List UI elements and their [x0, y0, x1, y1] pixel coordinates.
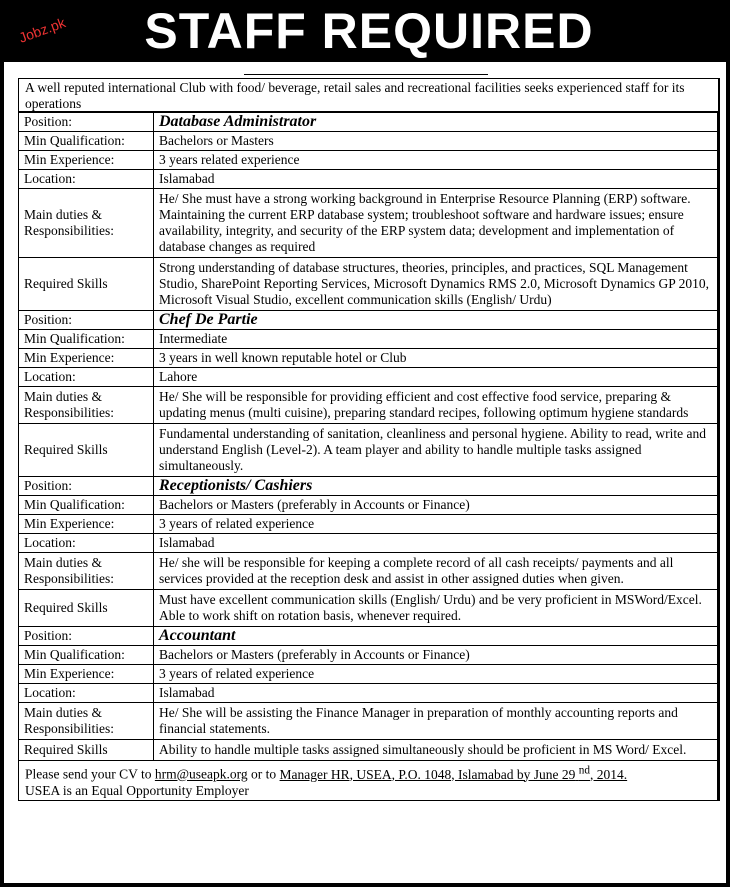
- experience-label: Min Experience:: [19, 151, 154, 170]
- location-label: Location:: [19, 170, 154, 189]
- duties-label: Main duties & Responsibilities:: [19, 553, 154, 590]
- qualification-label: Min Qualification:: [19, 132, 154, 151]
- table-row: [19, 151, 719, 170]
- table-row: [19, 590, 719, 627]
- duties-value: He/ She must have a strong working background in Enterprise Resource Planning (ERP) software. Maintaining the current ERP database system; troubleshoot software and hardware issues; ensure availability, integrity, and security of the ERP system data; development and implementation of database changes as required: [154, 189, 719, 258]
- watermark: Jobz.pk: [16, 14, 68, 46]
- table-row: [19, 665, 719, 684]
- skills-label: Required Skills: [19, 258, 154, 311]
- experience-value: 3 years in well known reputable hotel or Club: [154, 349, 719, 368]
- table-row: [19, 477, 719, 496]
- position-value: Chef De Partie: [154, 311, 719, 330]
- email-link[interactable]: hrm@useapk.org: [154, 766, 248, 782]
- position-label: Position:: [19, 477, 154, 496]
- duties-value: He/ She will be responsible for providing efficient and cost effective food service, preparing & updating menus (multi cuisine), preparing standard recipes, following optimum hygiene standards: [154, 387, 719, 424]
- duties-value: He/ She will be assisting the Finance Manager in preparation of monthly accounting reports and financial statements.: [154, 703, 719, 740]
- duties-value: He/ she will be responsible for keeping a complete record of all cash receipts/ payments and all services provided at the reception desk and assist in other assigned duties when given.: [154, 553, 719, 590]
- location-value: Islamabad: [154, 684, 719, 703]
- address-text: Manager HR, USEA, P.O. 1048, Islamabad by June 29: [279, 766, 576, 782]
- divider: [244, 74, 488, 75]
- experience-label: Min Experience:: [19, 349, 154, 368]
- table-row: [19, 113, 719, 132]
- table-row: [19, 553, 719, 590]
- location-value: Lahore: [154, 368, 719, 387]
- year: , 2014.: [590, 766, 628, 782]
- footer-text: or to: [247, 766, 280, 782]
- table-row: [19, 703, 719, 740]
- duties-label: Main duties & Responsibilities:: [19, 189, 154, 258]
- position-value: Accountant: [154, 627, 719, 646]
- position-label: Position:: [19, 627, 154, 646]
- skills-value: Ability to handle multiple tasks assigned simultaneously should be proficient in MS Word/ Excel.: [154, 740, 719, 761]
- footer-text: Please send your CV to: [25, 766, 155, 782]
- table-row: [19, 330, 719, 349]
- qualification-value: Intermediate: [154, 330, 719, 349]
- position-label: Position:: [19, 311, 154, 330]
- table-row: [19, 258, 719, 311]
- location-label: Location:: [19, 368, 154, 387]
- experience-value: 3 years of related experience: [154, 515, 719, 534]
- experience-label: Min Experience:: [19, 665, 154, 684]
- table-row: [19, 496, 719, 515]
- table-row: [19, 534, 719, 553]
- experience-label: Min Experience:: [19, 515, 154, 534]
- location-label: Location:: [19, 534, 154, 553]
- table-row: [19, 368, 719, 387]
- position-value: Database Administrator: [154, 113, 719, 132]
- duties-label: Main duties & Responsibilities:: [19, 703, 154, 740]
- skills-label: Required Skills: [19, 740, 154, 761]
- table-row: [19, 349, 719, 368]
- skills-value: Must have excellent communication skills (English/ Urdu) and be very proficient in MSWord/Excel. Able to work shift on rotation basis, whenever required.: [154, 590, 719, 627]
- experience-value: 3 years related experience: [154, 151, 719, 170]
- qualification-value: Bachelors or Masters: [154, 132, 719, 151]
- table-row: [19, 424, 719, 477]
- ad-title: STAFF REQUIRED: [4, 0, 730, 62]
- table-row: [19, 170, 719, 189]
- table-row: [19, 515, 719, 534]
- skills-value: Strong understanding of database structures, theories, principles, and practices, SQL Management Studio, SharePoint Reporting Services, Microsoft Dynamics RMS 2.0, Microsoft Dynamics GP 2010, Microsoft Visual Studio, excellent communication skills (English/ Urdu): [154, 258, 719, 311]
- skills-label: Required Skills: [19, 424, 154, 477]
- position-value: Receptionists/ Cashiers: [154, 477, 719, 496]
- qualification-label: Min Qualification:: [19, 646, 154, 665]
- table-row: [19, 646, 719, 665]
- qualification-value: Bachelors or Masters (preferably in Accounts or Finance): [154, 646, 719, 665]
- table-row: [19, 387, 719, 424]
- qualification-label: Min Qualification:: [19, 330, 154, 349]
- location-label: Location:: [19, 684, 154, 703]
- duties-label: Main duties & Responsibilities:: [19, 387, 154, 424]
- table-row: [19, 311, 719, 330]
- address: [279, 764, 628, 782]
- qualification-value: Bachelors or Masters (preferably in Accounts or Finance): [154, 496, 719, 515]
- positions-table: [18, 112, 720, 761]
- equal-opportunity: USEA is an Equal Opportunity Employer: [25, 782, 249, 798]
- table-row: [19, 189, 719, 258]
- footer: [18, 761, 720, 801]
- table-row: [19, 684, 719, 703]
- intro-text: A well reputed international Club with food/ beverage, retail sales and recreational facilities seeks experienced staff for its operations: [18, 78, 720, 112]
- location-value: Islamabad: [154, 534, 719, 553]
- experience-value: 3 years of related experience: [154, 665, 719, 684]
- table-row: [19, 740, 719, 761]
- table-row: [19, 627, 719, 646]
- ad-body: [18, 78, 720, 801]
- skills-value: Fundamental understanding of sanitation, cleanliness and personal hygiene. Ability to read, write and understand English (Level-2). A team player and ability to handle multiple tasks assigned simultaneously.: [154, 424, 719, 477]
- position-label: Position:: [19, 113, 154, 132]
- location-value: Islamabad: [154, 170, 719, 189]
- date-suffix: nd: [578, 764, 591, 776]
- skills-label: Required Skills: [19, 590, 154, 627]
- qualification-label: Min Qualification:: [19, 496, 154, 515]
- table-row: [19, 132, 719, 151]
